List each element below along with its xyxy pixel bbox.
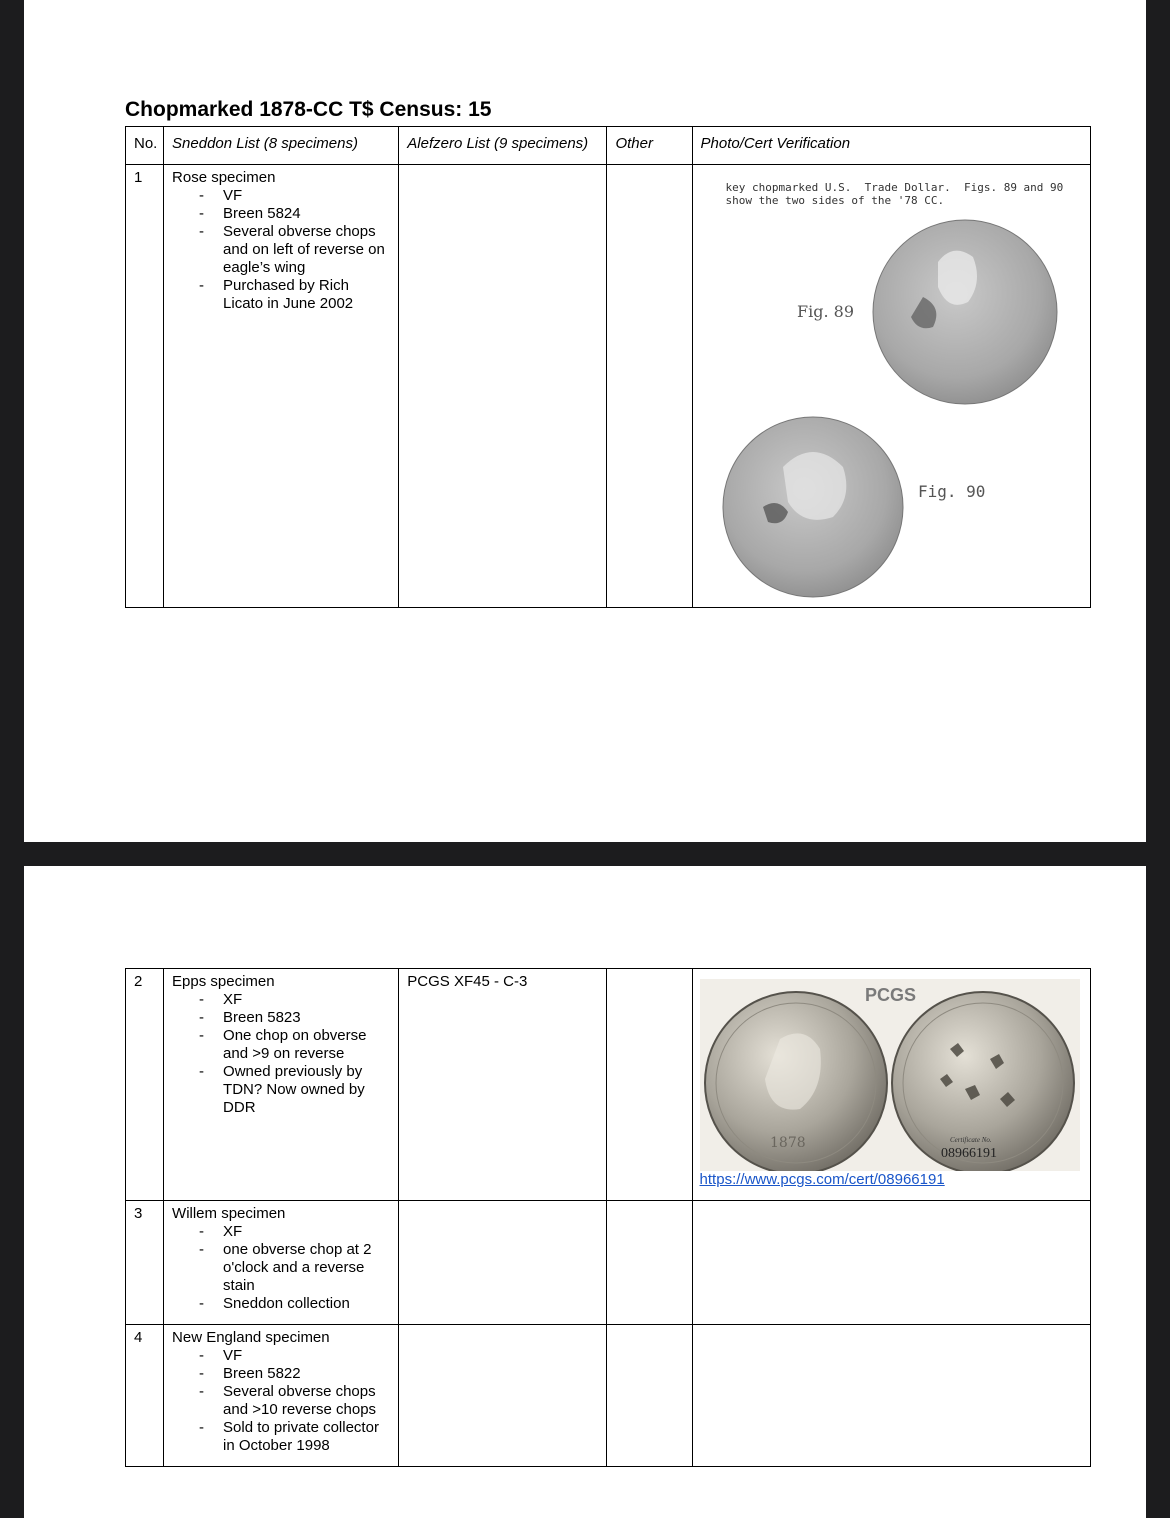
scan-caption-line-1: key chopmarked U.S. Trade Dollar. Figs. 89 and 90 [725,181,1064,194]
list-item: - Owned previously by TDN? Now owned by DDR [199,1063,390,1117]
coin-reverse-image [873,220,1057,404]
pcgs-logo: PCGS [864,985,916,1005]
other-cell [607,1201,692,1325]
census-table-part-1 [125,126,1091,608]
table-row [126,969,1091,1201]
cert-link[interactable]: https://www.pcgs.com/cert/08966191 [699,1171,945,1188]
specimen-name: New England specimen [172,1329,330,1346]
list-item: - VF [199,187,390,205]
list-item: - Several obverse chops and on left of reverse on eagle’s wing [199,223,390,277]
specimen-name: Willem specimen [172,1205,286,1222]
table-row [126,165,1091,608]
table-header-row [126,127,1091,165]
header-photo: Photo/Cert Verification [692,127,1090,165]
cert-label: Certificate No. [949,1136,992,1144]
list-item: - XF [199,1223,390,1241]
specimen-details [172,1347,390,1455]
row-number: 4 [126,1325,164,1467]
list-item: - One chop on obverse and >9 on reverse [199,1027,390,1063]
other-cell [607,165,692,608]
other-cell [607,1325,692,1467]
specimen-details [172,187,390,313]
list-item: - Purchased by Rich Licato in June 2002 [199,277,390,313]
header-no: No. [126,127,164,165]
table-row [126,1201,1091,1325]
header-other: Other [607,127,692,165]
document-page-2 [24,866,1146,1518]
photo-cell [692,165,1090,608]
list-item: - Breen 5823 [199,1009,390,1027]
sneddon-cell [164,1201,399,1325]
list-item: - one obverse chop at 2 o'clock and a reverse stain [199,1241,390,1295]
row-number: 2 [126,969,164,1201]
list-item: - Sold to private collector in October 1998 [199,1419,390,1455]
other-cell [607,969,692,1201]
table-row [126,1325,1091,1467]
photo-cell [692,1325,1090,1467]
header-alefzero: Alefzero List (9 specimens) [399,127,607,165]
list-item: - Several obverse chops and >10 reverse chops [199,1383,390,1419]
row-number: 3 [126,1201,164,1325]
coin-reverse-image [892,992,1074,1171]
alefzero-cell [399,1201,607,1325]
document-page-1 [24,0,1146,842]
header-sneddon: Sneddon List (8 specimens) [164,127,399,165]
pcgs-holder-image [700,979,1080,1171]
census-table-part-2 [125,968,1091,1467]
alefzero-cell [399,165,607,608]
coin-date: 1878 [769,1135,806,1151]
photo-cell [692,969,1090,1201]
alefzero-cell: PCGS XF45 - C-3 [399,969,607,1201]
list-item: - Breen 5822 [199,1365,390,1383]
page-title: Chopmarked 1878-CC T$ Census: 15 [125,98,492,121]
list-item: - VF [199,1347,390,1365]
sneddon-cell [164,165,399,608]
list-item: - Breen 5824 [199,205,390,223]
specimen-name: Epps specimen [172,973,275,990]
alefzero-cell [399,1325,607,1467]
specimen-details [172,991,390,1117]
fig-90-label: Fig. 90 [917,482,985,501]
specimen-name: Rose specimen [172,169,276,186]
list-item: - XF [199,991,390,1009]
coin-detail [938,251,977,305]
list-item: - Sneddon collection [199,1295,390,1313]
specimen-details [172,1223,390,1313]
cert-number: 08966191 [940,1146,997,1161]
book-scan-image [693,207,1091,607]
row-number: 1 [126,165,164,608]
fig-89-label: Fig. 89 [796,302,854,321]
sneddon-cell [164,1325,399,1467]
photo-cell [692,1201,1090,1325]
scan-caption-line-2: show the two sides of the '78 CC. [725,194,945,207]
sneddon-cell [164,969,399,1201]
